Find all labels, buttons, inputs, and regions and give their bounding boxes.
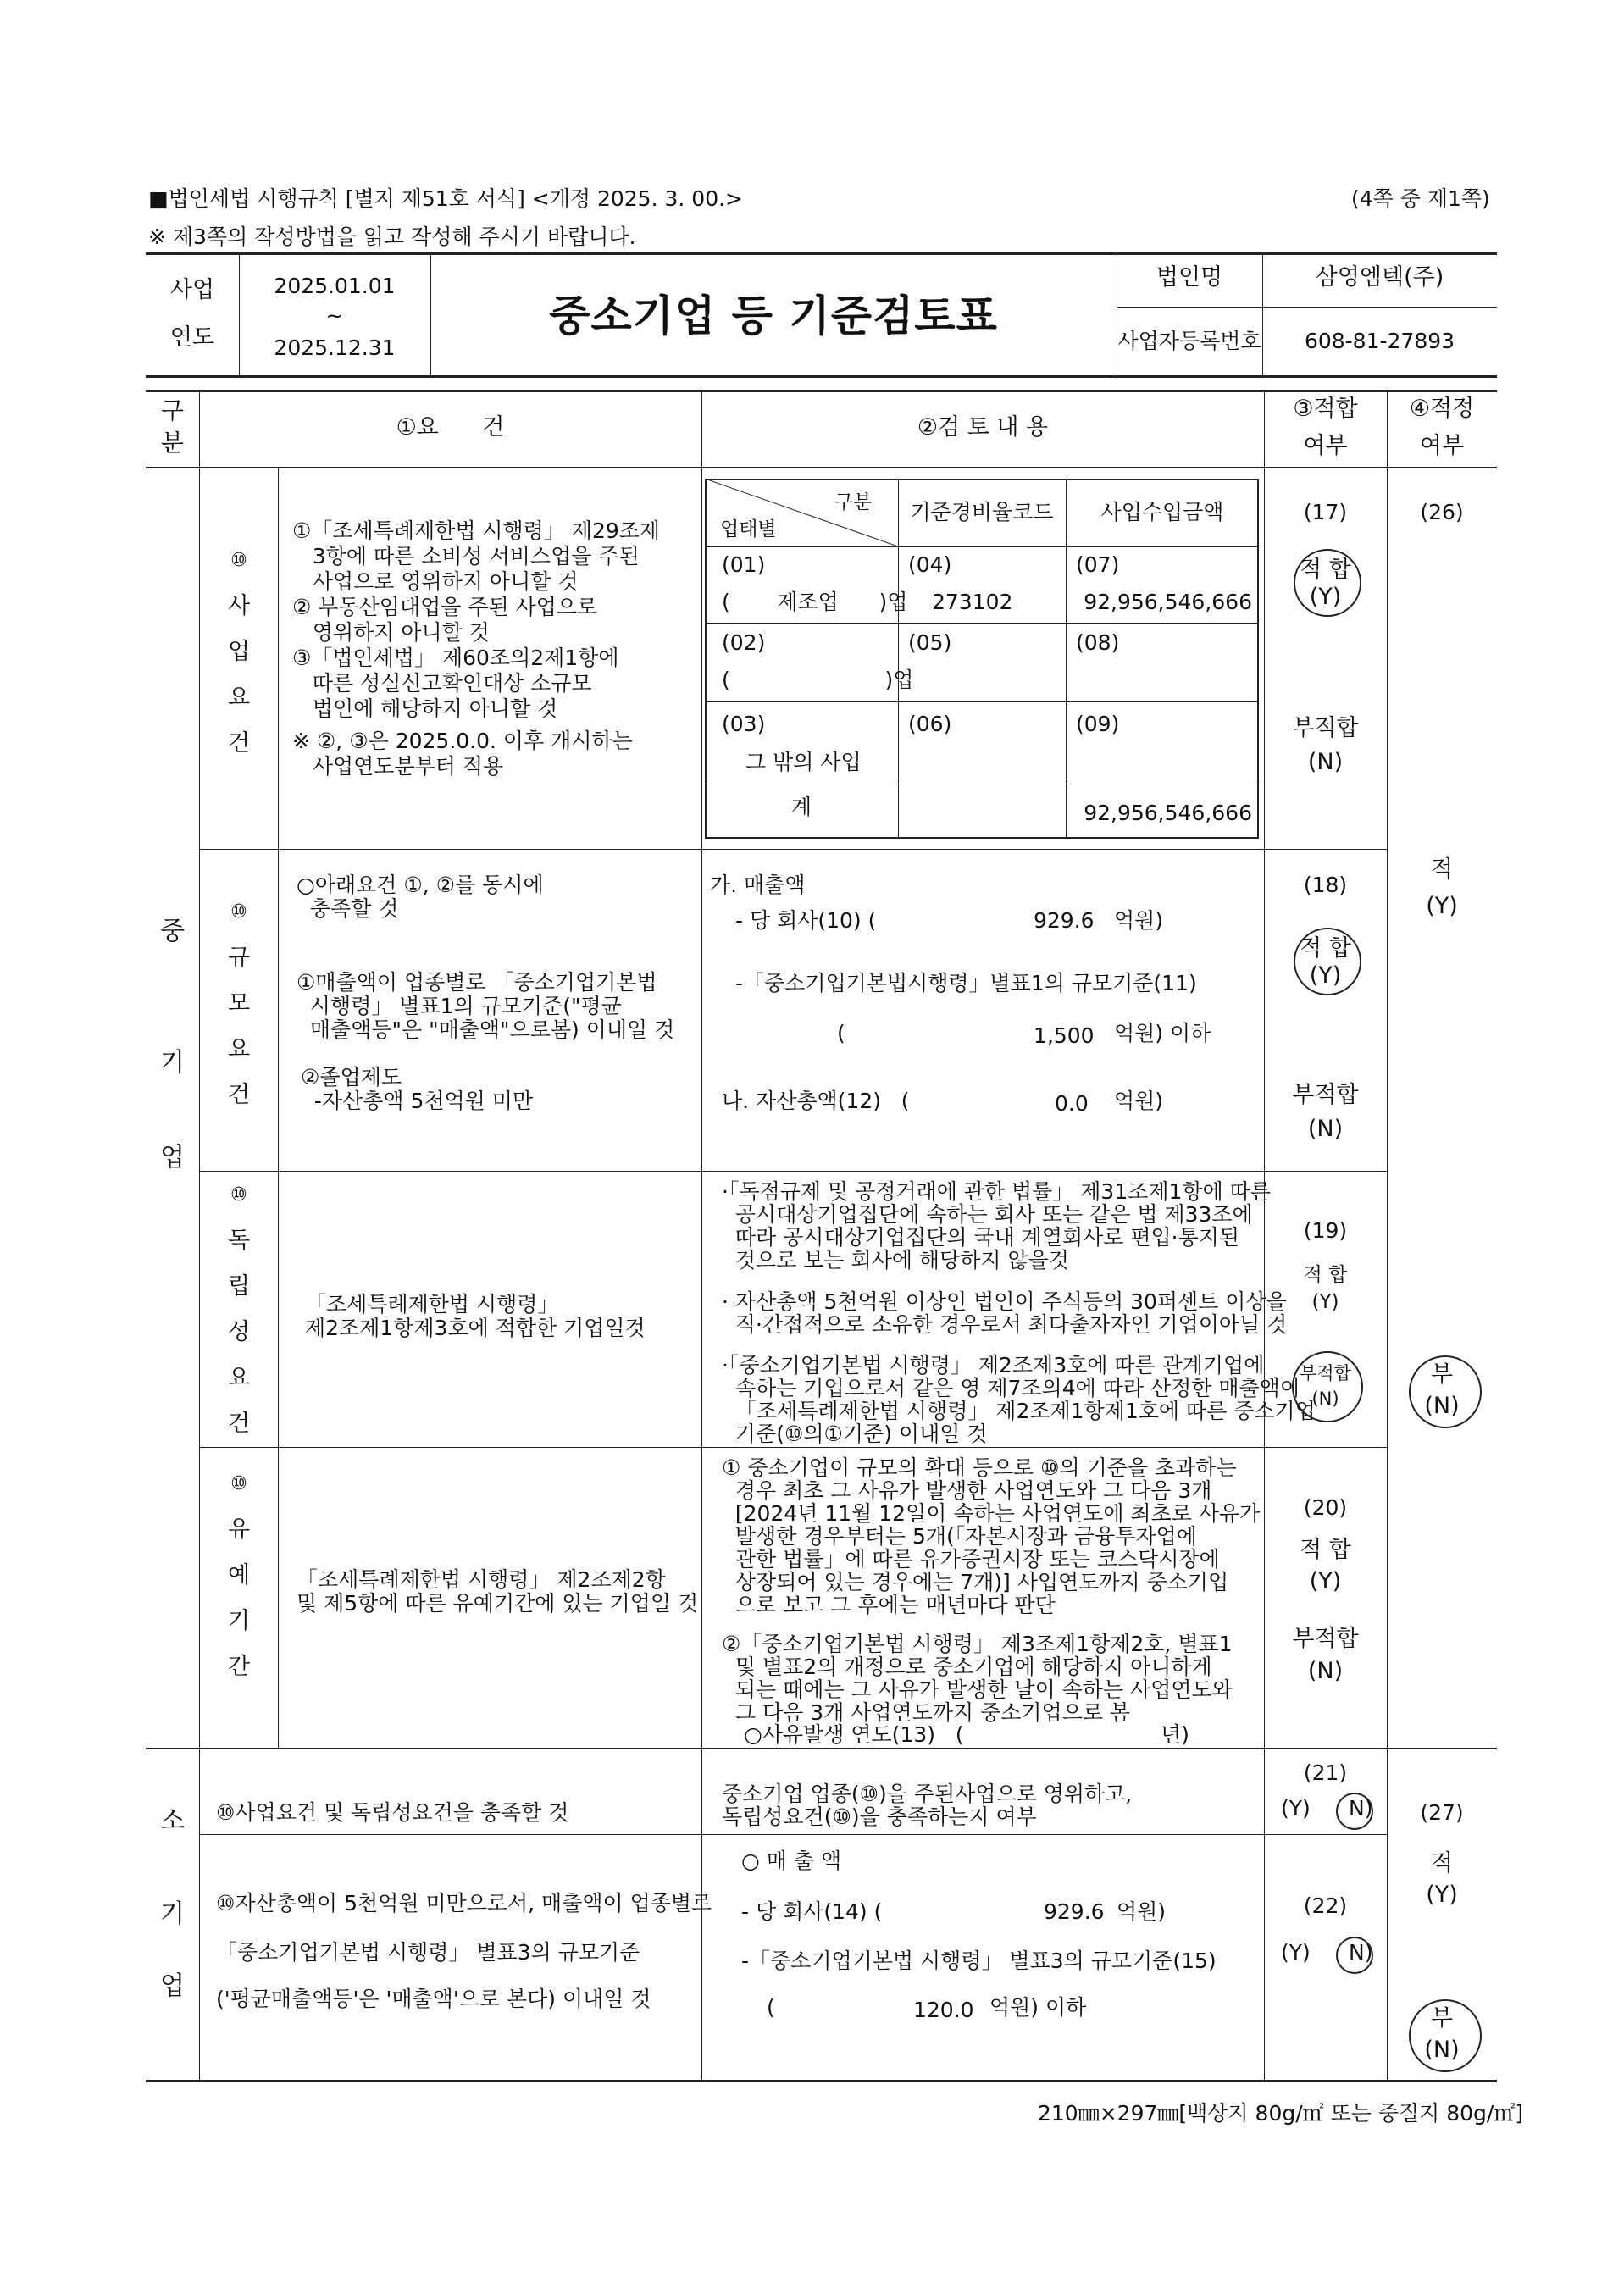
row106-review-2-unit: 억원) 이하 — [989, 1995, 1087, 2020]
section-sme-1: 중 — [160, 917, 185, 946]
row104-review-line: 경우 최초 그 사유가 발생한 사업연도와 그 다음 3개 — [722, 1478, 1212, 1503]
biz-no: 608-81-27893 — [1304, 329, 1455, 353]
row101-fit-no: (17) — [1303, 500, 1348, 524]
row103-review-line: 따라 공시대상기업집단의 국내 계열회사로 편입·통지된 — [722, 1225, 1240, 1250]
row101-app-no: (26) — [1420, 500, 1464, 524]
row104-label-char: 간 — [227, 1654, 251, 1680]
req-line: 영위하지 아니할 것 — [292, 620, 490, 645]
biz-no-label: 사업자등록번호 — [1117, 329, 1261, 353]
col-review: ②검 토 내 용 — [917, 414, 1049, 441]
row102-review-a1-unit: 억원) — [1114, 908, 1164, 933]
r2-name: ( )업 — [722, 668, 914, 692]
row102-fit-yes-2: (Y) — [1309, 962, 1342, 989]
row101-fit-yes-2: (Y) — [1309, 584, 1342, 610]
row101-label — [218, 538, 260, 767]
req-line: 사업으로 영위하지 아니할 것 — [292, 569, 579, 594]
row106-app-2: (Y) — [1426, 1882, 1458, 1908]
row105-review-1: 중소기업 업종(⑩)을 주된사업으로 영위하고, — [722, 1782, 1133, 1806]
r1-amt-no: (07) — [1076, 552, 1120, 577]
row102-label-char: 규 — [227, 945, 251, 971]
row104-label-char: 기 — [227, 1608, 251, 1634]
col-app-2: 여부 — [1419, 433, 1465, 459]
row102-review-a1-label: - 당 회사(10) ( — [735, 908, 877, 933]
row102-review-a2-unit: 억원) 이하 — [1114, 1021, 1211, 1045]
row104-label — [218, 1461, 260, 1690]
row103-review-line: ·「독점규제 및 공정거래에 관한 법률」 제31조제1항에 따른 — [722, 1179, 1271, 1204]
row104-fit-yes-1: 적 합 — [1300, 1537, 1351, 1563]
row103-app-2: (N) — [1424, 1393, 1460, 1419]
col-fit-2: 여부 — [1303, 433, 1348, 459]
req-line: 따른 성실신고확인대상 소규모 — [292, 671, 592, 696]
row106-review-1-label: - 당 회사(14) ( — [741, 1899, 883, 1924]
col-requirement: ①요 건 — [396, 414, 505, 441]
req-line: 사업연도분부터 적용 — [292, 754, 504, 779]
row103-label-char: 독 — [227, 1228, 251, 1254]
row105-requirement: ⑩사업요건 및 독립성요건을 충족할 것 — [216, 1800, 569, 1825]
row103-review-line: 「조세특례제한법 시행령」 제2조제1항제1호에 따른 중소기업 — [722, 1399, 1316, 1423]
row105-fit-no: (21) — [1303, 1760, 1348, 1785]
req-line: 3항에 따른 소비성 서비스업을 주된 — [292, 544, 640, 568]
notice: ※ 제3쪽의 작성방법을 읽고 작성해 주시기 바랍니다. — [148, 225, 636, 249]
row102-fit-no: (18) — [1303, 873, 1348, 897]
corp-name-label: 법인명 — [1156, 264, 1223, 291]
row104-review-line: ②「중소기업기본법 시행령」 제3조제1항제2호, 별표1 — [722, 1632, 1233, 1656]
row104-fit-no-1: 부적합 — [1292, 1626, 1359, 1652]
row102-label-char: 요 — [227, 1036, 251, 1062]
row106-req-line: ⑩자산총액이 5천억원 미만으로서, 매출액이 업종별로 — [216, 1891, 712, 1915]
row103-fit-yes-1: 적 합 — [1303, 1264, 1348, 1286]
row102-review-b-unit: 억원) — [1114, 1089, 1164, 1113]
row102-req-line: -자산총액 5천억원 미만 — [301, 1089, 534, 1113]
row106-req-line: ('평균매출액등'은 '매출액'으로 본다) 이내일 것 — [216, 1987, 651, 2011]
row104-review-line: 관한 법률」에 따른 유가증권시장 또는 코스닥시장에 — [722, 1547, 1220, 1572]
row103-fit-no: (19) — [1303, 1218, 1348, 1243]
col-gubun-2: 분 — [160, 429, 185, 457]
row102-review-a2-open: ( — [837, 1021, 845, 1045]
row102-app-1: 적 — [1430, 856, 1454, 883]
req-line: ①「조세특례제한법 시행령」 제29조제 — [292, 518, 661, 543]
page-title: 중소기업 등 기준검토표 — [549, 291, 998, 341]
year-tilde: ~ — [325, 303, 344, 328]
col-app-1: ④적정 — [1409, 396, 1475, 422]
row106-req-line: 「중소기업기본법 시행령」 별표3의 규모기준 — [216, 1940, 640, 1965]
row104-review-line: 발생한 경우부터는 5개(「자본시장과 금융투자업에 — [722, 1524, 1197, 1549]
row103-review-line: 것으로 보는 회사에 해당하지 않을것 — [722, 1248, 1069, 1272]
row106-review-2-label: -「중소기업기본법 시행령」 별표3의 규모기준(15) — [741, 1949, 1217, 1973]
row102-review-a: 가. 매출액 — [710, 873, 806, 897]
r1-code: 273102 — [932, 590, 1013, 614]
row103-label-char: ⑩ — [230, 1184, 247, 1206]
corner-bottom: 업태별 — [720, 518, 777, 540]
row104-occur-unit: 년) — [1161, 1722, 1189, 1747]
row103-req-line: 「조세특례제한법 시행령」 — [305, 1292, 559, 1317]
year-label-2: 연도 — [169, 324, 215, 351]
row105-app-no: (27) — [1420, 1800, 1464, 1825]
row102-label-char: ⑩ — [230, 901, 247, 923]
row103-review-line: ·「중소기업기본법 시행령」 제2조제3호에 따른 관계기업에 — [722, 1353, 1265, 1378]
row101-label-char: ⑩ — [230, 550, 247, 571]
col-amount-header: 사업수입금액 — [1100, 500, 1224, 524]
row104-occur-label: ○사유발생 연도(13) ( — [744, 1722, 964, 1747]
row106-fit-n: N) — [1349, 1940, 1373, 1965]
form-reference: ■법인세법 시행규칙 [별지 제51호 서식] <개정 2025. 3. 00.> — [148, 186, 743, 211]
row104-review-line: 상장되어 있는 경우에는 7개)] 사업연도까지 중소기업 — [722, 1570, 1229, 1594]
row103-req-line: 제2조제1항제3호에 적합한 기업일것 — [305, 1316, 646, 1340]
row101-label-char: 업 — [227, 639, 251, 665]
row104-label-char: 예 — [227, 1562, 251, 1588]
total-amount: 92,956,546,666 — [1084, 801, 1252, 825]
r1-name: ( 제조업 )업 — [722, 590, 908, 614]
corp-name: 삼영엠텍(주) — [1315, 264, 1444, 291]
section-small-1: 소 — [160, 1806, 185, 1836]
r3-no: (03) — [722, 712, 766, 736]
row102-review-b-value: 0.0 — [1055, 1091, 1089, 1116]
row102-fit-no-1: 부적합 — [1292, 1082, 1359, 1108]
page-info: (4쪽 중 제1쪽) — [1351, 186, 1490, 211]
section-small-3: 업 — [160, 1971, 185, 2001]
paper-spec: 210㎜×297㎜[백상지 80g/㎡ 또는 중질지 80g/㎡] — [1038, 2101, 1524, 2126]
row103-review-line: 속하는 기업으로서 같은 영 제7조의4에 따라 산정한 매출액이 — [722, 1376, 1300, 1400]
r2-no: (02) — [722, 630, 766, 655]
row106-app-1: 적 — [1430, 1850, 1454, 1876]
year-end: 2025.12.31 — [274, 335, 396, 360]
req-line: ※ ②, ③은 2025.0.0. 이후 개시하는 — [292, 729, 633, 753]
total-label: 계 — [790, 795, 812, 819]
row103-label — [218, 1172, 260, 1447]
row104-fit-no-2: (N) — [1307, 1658, 1344, 1684]
r1-amount: 92,956,546,666 — [1084, 590, 1252, 614]
row105-review-2: 독립성요건(⑩)을 충족하는지 여부 — [722, 1804, 1037, 1829]
row101-fit-no-2: (N) — [1307, 749, 1344, 775]
row104-req-line: 「조세특례제한법 시행령」 제2조제2항 — [297, 1567, 666, 1592]
row103-fit-no-1: 부적합 — [1300, 1363, 1351, 1383]
row102-req-line: ○아래요건 ①, ②를 동시에 — [297, 873, 544, 897]
row103-label-char: 건 — [227, 1411, 251, 1437]
row104-review-line: 되는 때에는 그 사유가 발생한 날이 속하는 사업연도와 — [722, 1677, 1233, 1702]
row106-fit-y: (Y) — [1281, 1940, 1311, 1965]
row103-label-char: 요 — [227, 1365, 251, 1391]
row104-review-line: 및 별표2의 개정으로 중소기업에 해당하지 아니하게 — [722, 1655, 1212, 1679]
row102-req-line: 시행령」 별표1의 규모기준("평균 — [297, 994, 622, 1018]
row102-req-line: 충족할 것 — [297, 896, 399, 921]
row106-review-1-unit: 억원) — [1117, 1899, 1167, 1924]
row104-review-line: ① 중소기업이 규모의 확대 등으로 ⑩의 기준을 초과하는 — [722, 1455, 1237, 1480]
col-gubun-1: 구 — [160, 396, 185, 424]
row102-label-char: 모 — [227, 990, 251, 1017]
row106-review-title: ○ 매 출 액 — [741, 1849, 842, 1873]
section-small-2: 기 — [160, 1899, 185, 1929]
r1-code-no: (04) — [908, 552, 952, 577]
row104-req-line: 및 제5항에 따른 유예기간에 있는 기업일 것 — [297, 1591, 699, 1616]
r3-code-no: (06) — [908, 712, 952, 736]
row101-label-char: 건 — [227, 730, 251, 757]
row106-review-2-value: 120.0 — [913, 1998, 974, 2022]
row102-fit-yes-1: 적 합 — [1300, 935, 1351, 962]
row103-review-line: 기준(⑩의①기준) 이내일 것 — [722, 1422, 988, 1446]
row103-fit-yes-2: (Y) — [1311, 1291, 1339, 1313]
row103-label-char: 성 — [227, 1319, 251, 1345]
row101-fit-no-1: 부적합 — [1292, 715, 1359, 741]
r3-amt-no: (09) — [1076, 712, 1120, 736]
row104-fit-no: (20) — [1303, 1495, 1348, 1520]
row106-app-4: (N) — [1424, 2037, 1460, 2063]
row104-review-line: 으로 보고 그 후에는 매년마다 판단 — [722, 1593, 1056, 1617]
row106-review-2-open: ( — [767, 1995, 775, 2020]
r1-no: (01) — [722, 552, 766, 577]
row105-fit-y: (Y) — [1281, 1796, 1311, 1821]
row102-req-line: 매출액등"은 "매출액"으로봄) 이내일 것 — [297, 1017, 675, 1042]
row106-review-1-value: 929.6 — [1044, 1899, 1105, 1924]
row102-label — [218, 890, 260, 1118]
corner-top: 구분 — [834, 491, 873, 513]
row106-app-3: 부 — [1430, 2005, 1454, 2032]
row103-review-line: · 자산총액 5천억원 이상인 법인이 주식등의 30퍼센트 이상을 — [722, 1289, 1287, 1314]
row101-requirement — [292, 518, 695, 779]
row106-fit-no: (22) — [1303, 1893, 1348, 1918]
req-line: 법인에 해당하지 아니할 것 — [292, 696, 558, 721]
col-fit-1: ③적합 — [1293, 396, 1358, 422]
req-line: ③「법인세법」 제60조의2제1항에 — [292, 646, 619, 670]
r3-name: 그 밖의 사업 — [745, 750, 862, 774]
row102-review-a2-value: 1,500 — [1034, 1023, 1095, 1048]
row101-label-char: 사 — [227, 593, 251, 619]
year-label-1: 사업 — [169, 277, 215, 303]
r2-amt-no: (08) — [1076, 630, 1120, 655]
row101-label-char: 요 — [227, 685, 251, 711]
row102-review-a1-value: 929.6 — [1034, 908, 1095, 933]
row103-label-char: 립 — [227, 1273, 251, 1300]
section-sme-3: 업 — [160, 1143, 185, 1172]
year-start: 2025.01.01 — [274, 274, 396, 298]
row102-review-b-label: 나. 자산총액(12) ( — [722, 1089, 910, 1113]
row103-review-line: 직·간접적으로 소유한 경우로서 최다출자자인 기업이아닐 것 — [722, 1312, 1288, 1337]
row105-fit-n: N) — [1349, 1796, 1373, 1821]
row104-label-char: ⑩ — [230, 1473, 247, 1494]
row103-app-1: 부 — [1430, 1361, 1454, 1388]
row102-app-2: (Y) — [1426, 893, 1458, 919]
req-line: ② 부동산임대업을 주된 사업으로 — [292, 595, 598, 619]
row103-fit-no-2: (N) — [1311, 1389, 1339, 1409]
row104-label-char: 유 — [227, 1516, 251, 1543]
row102-label-char: 건 — [227, 1082, 251, 1108]
row101-fit-yes-1: 적 합 — [1300, 557, 1351, 583]
row102-req-line: ②졸업제도 — [301, 1065, 402, 1089]
row104-review-line: [2024년 11월 12일이 속하는 사업연도에 최초로 사유가 — [722, 1501, 1261, 1526]
row103-review-line: 공시대상기업집단에 속하는 회사 또는 같은 법 제33조에 — [722, 1202, 1253, 1227]
row102-req-line: ①매출액이 업종별로 「중소기업기본법 — [297, 970, 657, 995]
section-sme-2: 기 — [160, 1048, 185, 1078]
row102-review-a2-label: -「중소기업기본법시행령」별표1의 규모기준(11) — [735, 971, 1197, 995]
row104-review-line: 그 다음 3개 사업연도까지 중소기업으로 봄 — [722, 1700, 1131, 1725]
row102-fit-no-2: (N) — [1307, 1116, 1344, 1142]
col-code-header: 기준경비율코드 — [910, 500, 1054, 524]
row104-fit-yes-2: (Y) — [1309, 1568, 1342, 1594]
r2-code-no: (05) — [908, 630, 952, 655]
